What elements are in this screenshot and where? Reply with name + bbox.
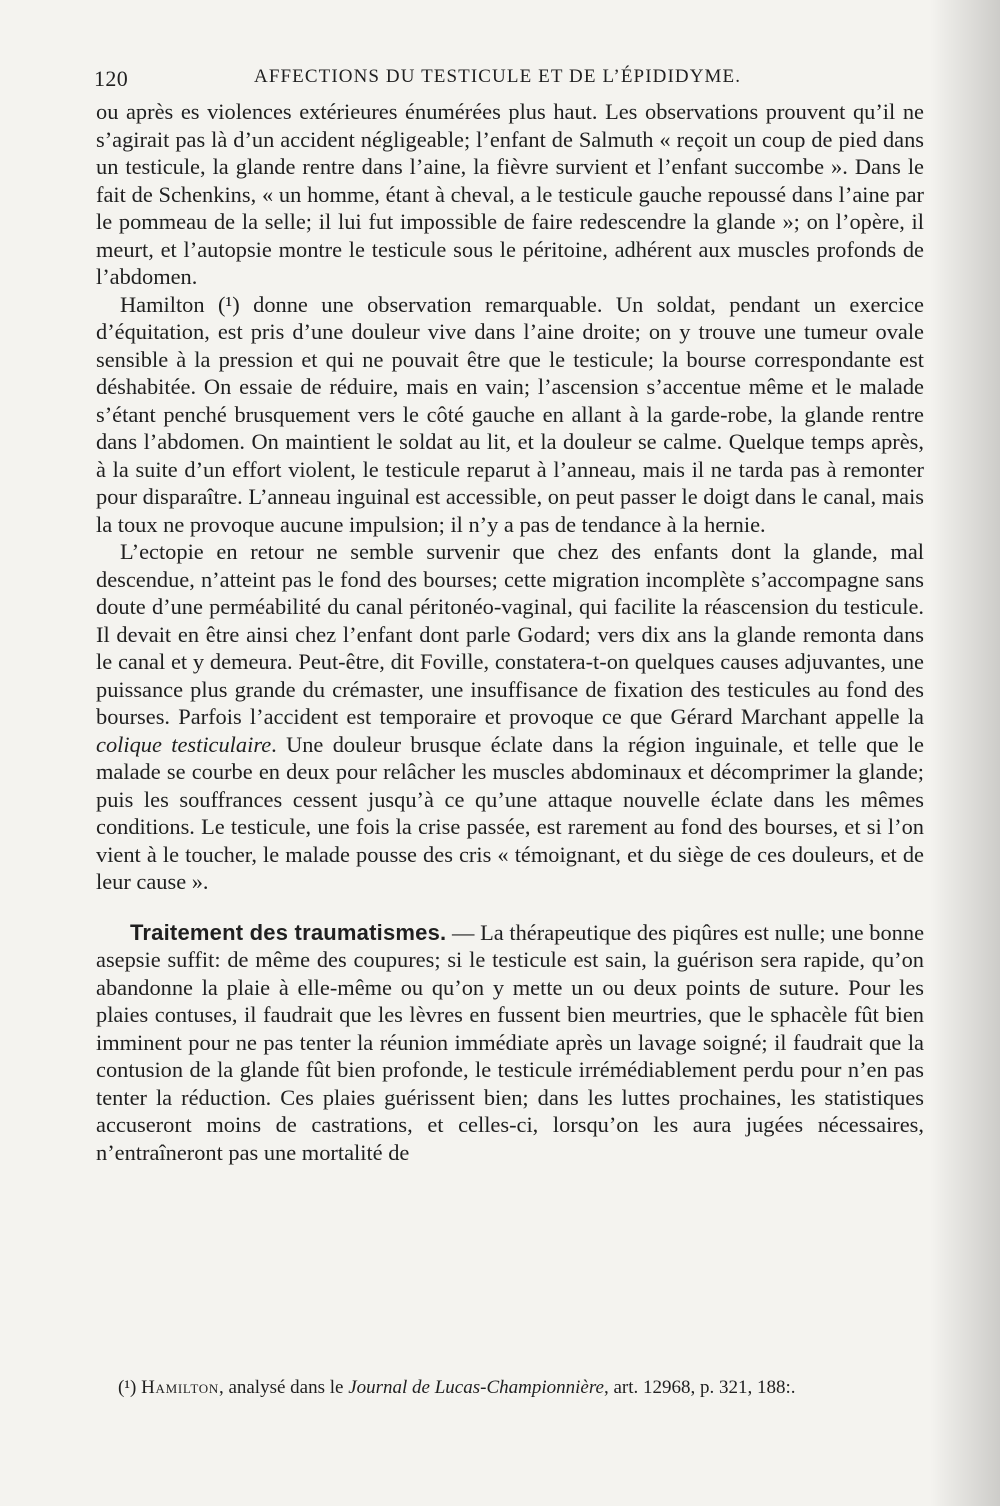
paragraph-3 — [96, 538, 924, 896]
running-title: AFFECTIONS DU TESTICULE ET DE L’ÉPIDIDYME. — [254, 66, 742, 87]
paragraph-3-text-end: . Une douleur brusque éclate dans la région inguinale, et telle que le malade se courbe en deux pour relâcher les muscles abdominaux et décomprimer la glande; puis les souffrances cessent jusqu’à ce qu’une attaque nouvelle éclate dans les mêmes conditions. Le testicule, une fois la crise passée, est rarement au fond des bourses, et si l’on vient à le toucher, le malade pousse des cris « témoignant, et du siège de ces douleurs, et de leur cause ». — [96, 731, 924, 894]
page-number: 120 — [94, 66, 129, 91]
paragraph-4 — [96, 919, 924, 1167]
paragraph-1-text: ou après es violences extérieures énumérées plus haut. Les observations prouvent qu’il ne s’agirait pas là d’un accident négligeable; l’enfant de Salmuth « reçoit un coup de pied dans un testicule, la glande rentre dans l’aine, la fièvre survient et l’enfant succombe ». Dans le fait de Schenkins, « un homme, étant à cheval, a le testicule gauche repoussé dans l’aine par le pommeau de la selle; il lui fut impossible de faire redescendre la glande »; on l’opère, il meurt, et l’autopsie montre le testicule sous le péritoine, adhérent aux muscles profonds de l’abdomen. — [96, 99, 924, 289]
italic-term: colique testiculaire — [96, 731, 272, 757]
body-text — [96, 98, 924, 1166]
footnote-text-start: , analysé dans le — [218, 1377, 349, 1398]
footnote-journal: Journal de Lucas-Championnière — [348, 1377, 604, 1398]
paragraph-3-text-start: L’ectopie en retour ne semble survenir que chez des enfants dont la glande, mal descendue, n’atteint pas le fond des bourses; cette migration incomplète s’accompagne sans doute d’une perméabilité du canal péritonéo-vaginal, qui facilite la réascension du testicule. Il devait en être ainsi chez l’enfant dont parle Godard; vers dix ans la glande remonta dans le canal et y demeura. Peut-être, dit Foville, constatera-t-on quelques causes adjuvantes, une puissance plus grande du crémaster, une insuffisance de fixation des testicules au fond des bourses. Parfois l’accident est temporaire et provoque ce que Gérard Marchant appelle la — [96, 539, 924, 729]
footnote-text-end: , art. 12968, p. 321, 188:. — [603, 1377, 796, 1398]
paragraph-2-author: Hamilton — [120, 291, 205, 317]
paragraph-4-text: — La thérapeutique des piqûres est nulle; une bonne asepsie suffit: de même des coupures; si le testicule est sain, la guérison sera rapide, qu’on abandonne la plaie à elle-même ou qu’on y mette un ou deux points de suture. Pour les plaies contuses, il faudrait que les lèvres en fussent bien meurtries, que le sphacèle fût bien imminent pour ne pas tenter la réunion immédiate après un lavage soigné; il faudrait que la contusion de la glande fût bien profonde, le testicule irrémédiablement perdu pour n’en pas tenter la réduction. Ces plaies guérissent bien; dans les luttes prochaines, les statistiques accuseront moins de castrations, et celles-ci, lorsqu’on les aura jugées nécessaires, n’entraîneront pas une mortalité de — [96, 919, 925, 1165]
section-heading: Traitement des traumatismes. — [130, 919, 447, 945]
page-header — [94, 66, 814, 94]
page-edge-shadow — [930, 0, 1000, 1506]
footnote-marker: (¹) — [118, 1377, 137, 1398]
footnote-author: Hamilton — [141, 1377, 219, 1398]
paragraph-2 — [96, 291, 924, 539]
paragraph-1 — [96, 98, 924, 291]
footnote — [118, 1376, 918, 1400]
footnote-reference: (¹) — [218, 291, 240, 317]
paragraph-2-text: donne une observation remarquable. Un soldat, pendant un exercice d’équitation, est pris d’une douleur vive dans l’aine droite; on y trouve une tumeur ovale sensible à la pression et qui ne pouvait être que le testicule; la bourse correspondante est déshabitée. On essaie de réduire, mais en vain; l’ascension s’accentue même et le malade s’étant penché brusquement vers le côté gauche en allant à la garde-robe, la glande rentre dans l’abdomen. On maintient le soldat au lit, et la douleur se calme. Quelque temps après, à la suite d’un effort violent, le testicule reparut à l’anneau, mais il ne tarda pas à remonter pour disparaître. L’anneau inguinal est accessible, on peut passer le doigt dans le canal, mais la toux ne provoque aucune impulsion; il n’y a pas de tendance à la hernie. — [96, 291, 924, 537]
